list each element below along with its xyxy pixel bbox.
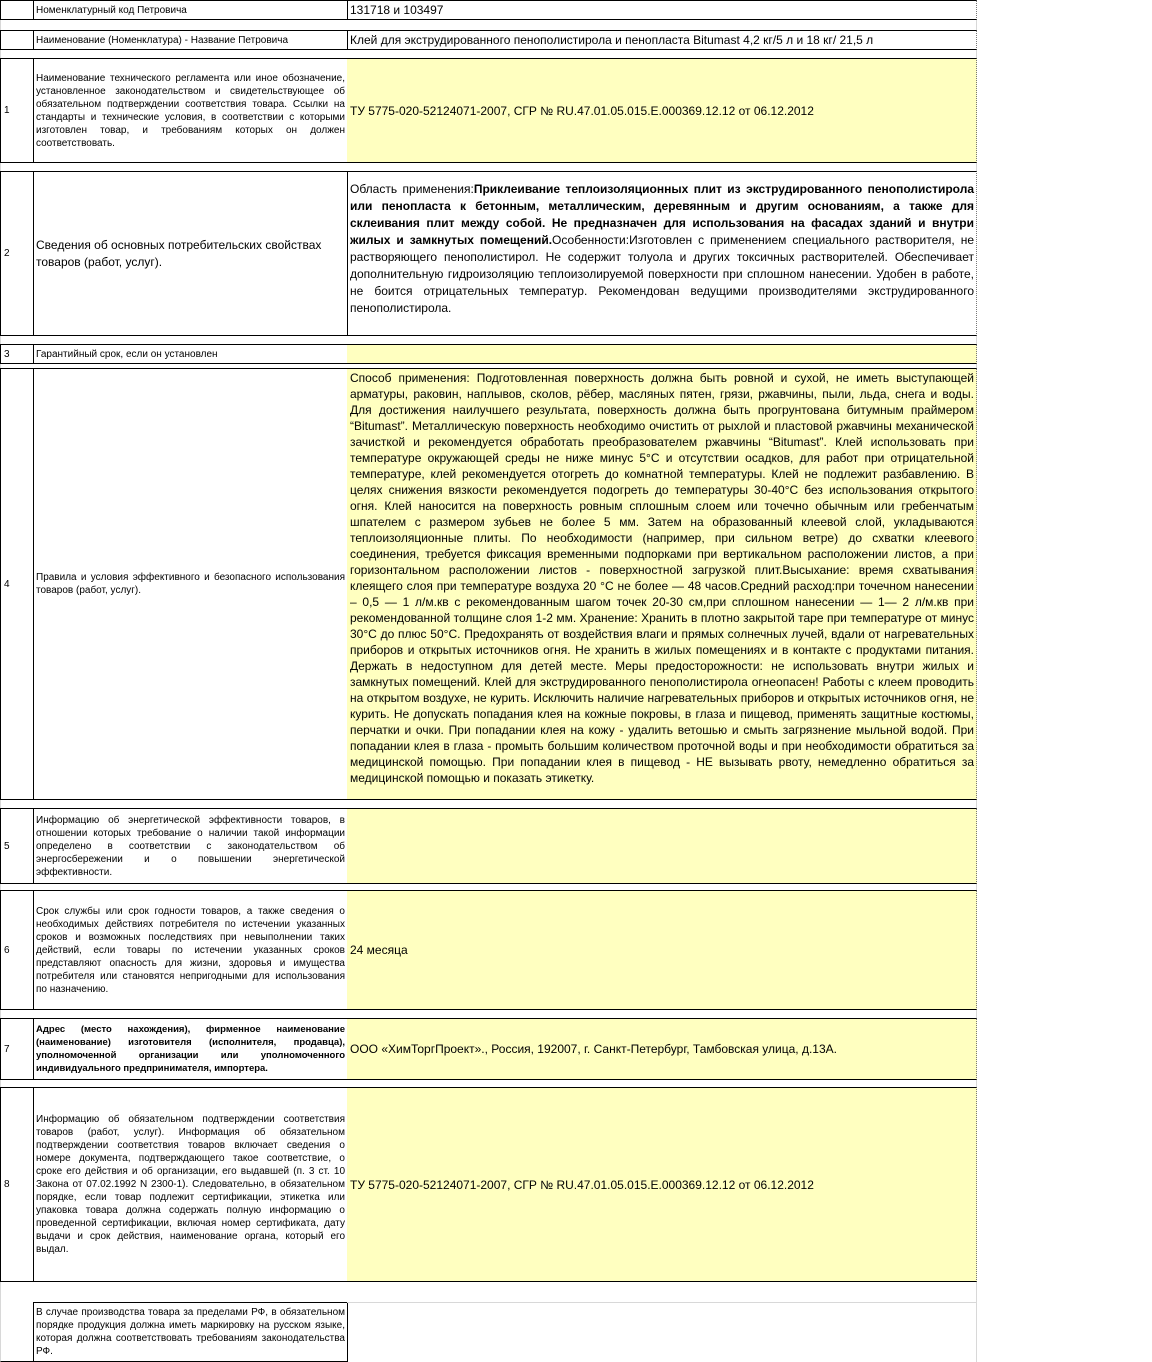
row-value (347, 58, 977, 163)
row-value (347, 368, 977, 800)
row-code (0, 0, 977, 20)
row-number: 1 (0, 58, 34, 163)
spacer (0, 1080, 977, 1087)
row-label-text: Адрес (место нахождения), фирменное наименование (наименование) изготовителя (исполнителя, продавца), уполномоченной организации или уполномоченного индивидуального предпринимателя, импортера. (36, 1024, 345, 1074)
row-label (33, 890, 348, 1010)
row-number: 4 (0, 368, 34, 800)
row-num-cell (0, 0, 34, 20)
name-value (347, 30, 977, 50)
row-value (347, 344, 977, 364)
row-number: 3 (0, 344, 34, 364)
code-value (347, 0, 977, 20)
row-number: 7 (0, 1018, 34, 1080)
row-label-text: Информацию об обязательном подтверждении соответствия товаров (работ, услуг). Информация об обязательном подтверждении соответствия товаров включает сведения о номере документа, подтверждающего такое соответствие, о сроке его действия и об организации, его выдавшей (п. 3 ст. 10 Закона от 07.02.1992 N 2300-1). Следовательно, в обязательном порядке, если товар подлежит сертификации, этикетка или упаковка товара должна содержать полную информацию о проведенной сертификации, включая номер сертификата, дату выдачи и срок действия, наименование органа, который его выдал. (36, 1114, 345, 1255)
name-label-text: Наименование (Номенклатура) - Название Петровича (36, 34, 289, 46)
row-value (347, 1018, 977, 1080)
row-value (347, 1302, 977, 1362)
row-num-cell (0, 30, 34, 50)
row-7 (0, 1018, 977, 1080)
row-label (33, 808, 348, 884)
spacer (0, 20, 977, 30)
spacer (0, 1010, 977, 1018)
row-value-text: ТУ 5775-020-52124071-2007, СГР № RU.47.01.05.015.Е.000369.12.12 от 06.12.2012 (350, 103, 814, 118)
row-label (33, 58, 348, 163)
row-number: 6 (0, 890, 34, 1010)
row-value-text: Способ применения: Подготовленная поверхность должна быть ровной и сухой, не иметь выступающей арматуры, раковин, наплывов, сколов, рёбер, масляных пятен, грязи, ржавчины, пыли, льда, снега и воды. Для достижения наилучшего результата, поверхность должна быть прогрунтована битумным праймером “Bitumast”. Металлическую поверхность необходимо очистить от рыхлой и пластовой ржавчины механической зачисткой и рекомендуется обработать преобразователем ржавчины “Bitumast”. Клей использовать при температуре окружающей среды не ниже минус 5°С и отсутствии осадков, для работ при отрицательной температуре, клей рекомендуется отогреть до комнатной температуры. Клей не подлежит разбавлению. В целях снижения вязкости рекомендуется подогреть до температуры 30-40°С без использования открытого огня. Клей наносится на поверхность ровным сплошным слоем или точечно обычным или гребенчатым шпателем с размером зубьев не более 5 мм. Затем на образованный клеевой слой, укладываются теплоизоляционные плиты. По необходимости (например, при сильном ветре) до схватки клеевого соединения, требуется фиксация временными подпорками при вертикальном расположении листов, а при горизонтальном расположении листов - поверхностной загрузкой плит.Высыхание: время схватывания клеящего слоя при температуре воздуха 20 °С не более — 48 часов.Средний расход:при точечном нанесении – 0,5 — 1 л/м.кв с рекомендованным шагом точек 20-30 см,при сплошном нанесении — 1— 2 л/м.кв при рекомендованной толщине слоя 1-2 мм. Хранение: Хранить в плотно закрытой таре при температуре от минус 30°С до плюс 50°С. Предохранять от воздействия влаги и прямых солнечных лучей, вдали от нагревательных приборов и открытых источников огня. Не хранить в жилых помещениях и в контакте с продуктами питания. Держать в недоступном для детей месте. Меры предосторожности: не использовать внутри жилых и замкнутых помещений. Клей для экструдированного пенополистирола огнеопасен! Работы с клеем проводить на открытом воздухе, не курить. Исключить наличие нагревательных приборов и открытых источников огня, не курить. Не допускать попадания клея на кожные покровы, в глаза и пищевод, применять защитные костюмы, перчатки и очки. При попадании клея на кожу - удалить ветошью и смыть загрязнение мыльной водой. При попадании клея в глаза - промыть большим количеством проточной воды и при необходимости обратиться за медицинской помощью. При попадании клея в пищевод - НЕ вызывать рвоту, немедленно обратиться за медицинской помощью и показать этикетку. (350, 371, 974, 785)
row-label-text: Гарантийный срок, если он установлен (36, 348, 218, 360)
row-number: 2 (0, 171, 34, 336)
spacer (0, 50, 977, 58)
row-label-text: Правила и условия эффективного и безопасного использования товаров (работ, услуг). (36, 572, 345, 596)
row-label (33, 368, 348, 800)
row-1 (0, 58, 977, 163)
row-name (0, 30, 977, 50)
row-label (33, 344, 348, 364)
row-label-text: Сведения об основных потребительских свойствах товаров (работ, услуг). (36, 237, 322, 269)
row-value (347, 808, 977, 884)
row-6 (0, 890, 977, 1010)
row-value (347, 171, 977, 336)
name-label (33, 30, 348, 50)
row-value-text: ТУ 5775-020-52124071-2007, СГР № RU.47.01.05.015.Е.000369.12.12 от 06.12.2012 (350, 1177, 814, 1192)
row-label-text: Срок службы или срок годности товаров, а также сведения о необходимых действиях потребителя по истечении указанных сроков и возможных последствиях при невыполнении таких действий, если товары по истечении указанных сроков представляют опасность для жизни, здоровья и имущества потребителя или становятся непригодными для использования по назначению. (36, 905, 345, 995)
value-bold: Приклеивание теплоизоляционных плит из экструдированного пенополистирола или пенопласта к бетонным, металлическим, деревянным и другим основаниям, а также для склеивания плит между собой. Не предназначен для использования на фасадах зданий и внутри жилых и замкнутых помещений. (350, 182, 975, 247)
row-5 (0, 808, 977, 884)
row-number (0, 1302, 34, 1362)
row-label (33, 1018, 348, 1080)
row-label (33, 1302, 348, 1362)
row-value-text: ООО «ХимТоргПроект»., Россия, 192007, г. Санкт-Петербург, Тамбовская улица, д.13А. (350, 1042, 837, 1056)
row-label-text: Информацию об энергетической эффективности товаров, в отношении которых требование о наличии такой информации определено в соответствии с законодательством об энергосбережении и о повышении энергетической эффективности. (36, 814, 345, 878)
row-number: 5 (0, 808, 34, 884)
name-value-text: Клей для экструдированного пенополистирола и пенопласта Bitumast 4,2 кг/5 л и 18 кг/ 21,5 л (350, 33, 874, 47)
row-2 (0, 171, 977, 336)
row-import-note (0, 1302, 977, 1362)
row-label (33, 1087, 348, 1282)
row-label-text: В случае производства товара за пределами РФ, в обязательном порядке продукция должна иметь маркировку на русском языке, которая должна соответствовать требованиям законодательства РФ. (36, 1307, 345, 1357)
value-prefix: Область применения: (350, 182, 474, 196)
spacer (0, 800, 977, 808)
row-4 (0, 368, 977, 800)
row-value-text: 24 месяца (350, 943, 408, 957)
row-label (33, 171, 348, 336)
spacer (0, 336, 977, 344)
code-value-text: 131718 и 103497 (350, 3, 444, 17)
row-value (347, 890, 977, 1010)
row-number: 8 (0, 1087, 34, 1282)
row-value (347, 1087, 977, 1282)
row-8 (0, 1087, 977, 1282)
row-3 (0, 344, 977, 364)
spacer (0, 163, 977, 171)
value-rest: Особенности:Изготовлен с применением специального растворителя, не растворяющего пенополистирол. Не содержит толуола и других токсичных растворителей. Обеспечивает дополнительную гидроизоляцию теплоизолируемой поверхности при сплошном нанесении. Удобен в работе, не боится отрицательных температур. Рекомендован ведущими производителями экструдированного пенополистирола. (350, 233, 974, 315)
spacer (0, 1282, 977, 1302)
row-label-text: Наименование технического регламента или иное обозначение, установленное законодательством и свидетельствующее об обязательном подтверждении соответствия товара. Ссылки на стандарты и технические условия, в соответствии с которыми изготовлен товар, и требованиям которых он должен соответствовать. (36, 72, 345, 149)
row-value-text (350, 181, 974, 317)
code-label (33, 0, 348, 20)
code-label-text: Номенклатурный код Петровича (36, 4, 187, 16)
